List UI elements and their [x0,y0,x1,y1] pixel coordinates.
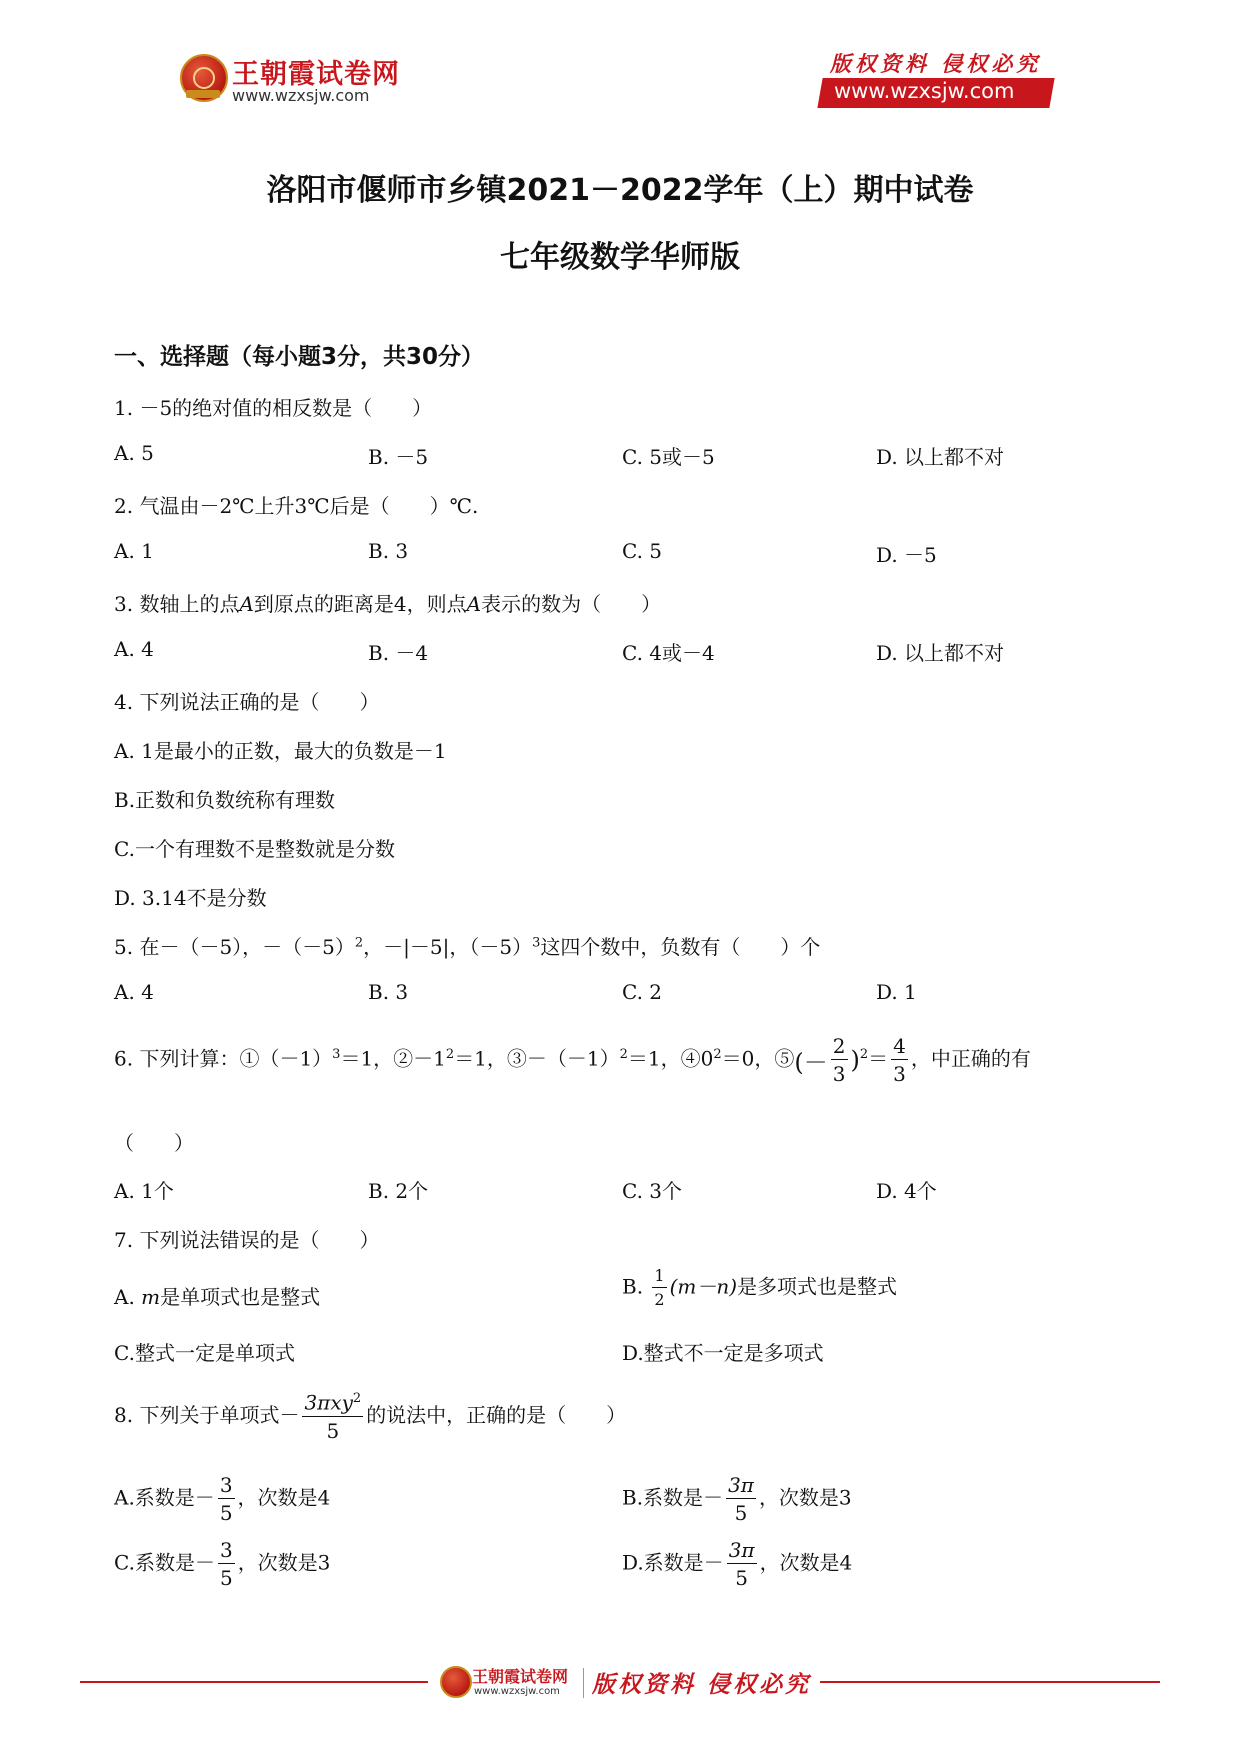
fraction: $\frac{3}{5}$ [219,1538,233,1590]
page-title: 洛阳市偃师市乡镇2021－2022学年（上）期中试卷 [266,173,974,208]
question-6-option-c: C. 3个 [622,1179,683,1203]
question-7-stem: 7. 下列说法错误的是（ ） [114,1228,380,1252]
question-6-option-d: D. 4个 [876,1179,937,1203]
question-5-option-a: A. 4 [114,980,154,1004]
footer-brand-name: 王朝霞试卷网 [472,1667,569,1686]
question-4-option-a: A. 1是最小的正数，最大的负数是－1 [114,739,447,763]
question-1-option-d: D. 以上都不对 [876,445,1005,469]
question-8-option-d: D.系数是－ $\frac{3\pi}{5}$ ，次数是4 [622,1538,853,1590]
question-8-option-a: A.系数是－ $\frac{3}{5}$ ，次数是4 [114,1473,331,1525]
question-8-option-b: B.系数是－ $\frac{3\pi}{5}$ ，次数是3 [622,1473,852,1525]
brand-url: www.wzxsjw.com [232,86,370,105]
question-5-stem: 5. 在－（－5），$-(-5)^2$，－|－5|，$(-5)^3$这四个数中，负数有（ ）个 [114,935,821,959]
question-2-option-b: B. 3 [368,539,409,563]
footer-rule-right [820,1681,1160,1683]
question-7-option-c: C.整式一定是单项式 [114,1341,295,1365]
question-7-option-a: A. m是单项式也是整式 [114,1285,321,1309]
question-3-option-a: A. 4 [114,637,154,661]
question-2-option-c: C. 5 [622,539,663,563]
section-heading: 一、选择题（每小题3分，共30分） [114,344,485,370]
question-4-stem: 4. 下列说法正确的是（ ） [114,690,380,714]
question-7-option-b: B. $\frac{1}{2}$ (m－n)是多项式也是整式 [622,1266,898,1309]
question-1-option-b: B. －5 [368,445,429,469]
footer-copyright: 版权资料 侵权必究 [592,1671,812,1698]
question-2-option-a: A. 1 [114,539,154,563]
question-1-option-a: A. 5 [114,441,154,465]
question-1-stem: 1. －5的绝对值的相反数是（ ） [114,396,433,420]
fraction: $\frac{4}{3}$ [893,1034,906,1086]
question-3-option-d: D. 以上都不对 [876,641,1005,665]
footer-rule-left [80,1681,428,1683]
footer-divider [583,1668,584,1698]
copyright-url: www.wzxsjw.com [834,79,1015,103]
footer-logo [440,1664,580,1702]
fraction: $\frac{3\pi}{5}$ [728,1538,755,1590]
fraction: $\frac{3\pi xy^2}{5}$ [304,1390,362,1443]
question-3-option-b: B. －4 [368,641,429,665]
fraction: $\frac{2}{3}$ [832,1034,846,1086]
question-6-stem: 6. 下列计算：$①(-1)^3=1$，$②-1^2=1$，$③-(-1)^2=1$，$④0^2=0$，⑤(－ $\frac{2}{3}$ )$^2$＝ $\frac{4}{3}$ ，中正确的有 [114,1034,1031,1086]
question-6-paren: （ ） [114,1131,194,1155]
question-1-option-c: C. 5或－5 [622,445,715,469]
question-2-option-d: D. －5 [876,543,937,567]
page-subtitle: 七年级数学华师版 [500,240,740,275]
question-5-option-c: C. 2 [622,980,663,1004]
fraction: $\frac{1}{2}$ [654,1266,665,1309]
question-8-option-c: C.系数是－ $\frac{3}{5}$ ，次数是3 [114,1538,331,1590]
question-3-option-c: C. 4或－4 [622,641,715,665]
brand-logo [180,50,410,110]
question-8-stem: 8. 下列关于单项式－ $\frac{3\pi xy^2}{5}$ 的说法中，正确的是（ ） [114,1390,627,1443]
question-5-option-b: B. 3 [368,980,409,1004]
fraction: $\frac{3\pi}{5}$ [728,1473,754,1525]
question-5-option-d: D. 1 [876,980,917,1004]
question-6-option-b: B. 2个 [368,1179,429,1203]
brand-ribbon-icon [186,90,220,98]
footer-brand-url: www.wzxsjw.com [474,1686,560,1697]
question-2-stem: 2. 气温由－2℃上升3℃后是（ ）℃. [114,494,479,518]
fraction: $\frac{3}{5}$ [219,1473,233,1525]
question-4-option-c: C.一个有理数不是整数就是分数 [114,837,395,861]
copyright-text: 版权资料 侵权必究 [830,51,1042,76]
brand-name: 王朝霞试卷网 [232,59,400,90]
question-3-stem: 3. 数轴上的点A到原点的距离是4，则点A表示的数为（ ） [114,592,662,616]
question-4-option-d: D. 3.14不是分数 [114,886,267,910]
question-4-option-b: B.正数和负数统称有理数 [114,788,336,812]
question-7-option-d: D.整式不一定是多项式 [622,1341,824,1365]
question-6-option-a: A. 1个 [114,1179,174,1203]
footer-seal-icon [440,1666,472,1698]
copyright-banner [820,48,1056,108]
